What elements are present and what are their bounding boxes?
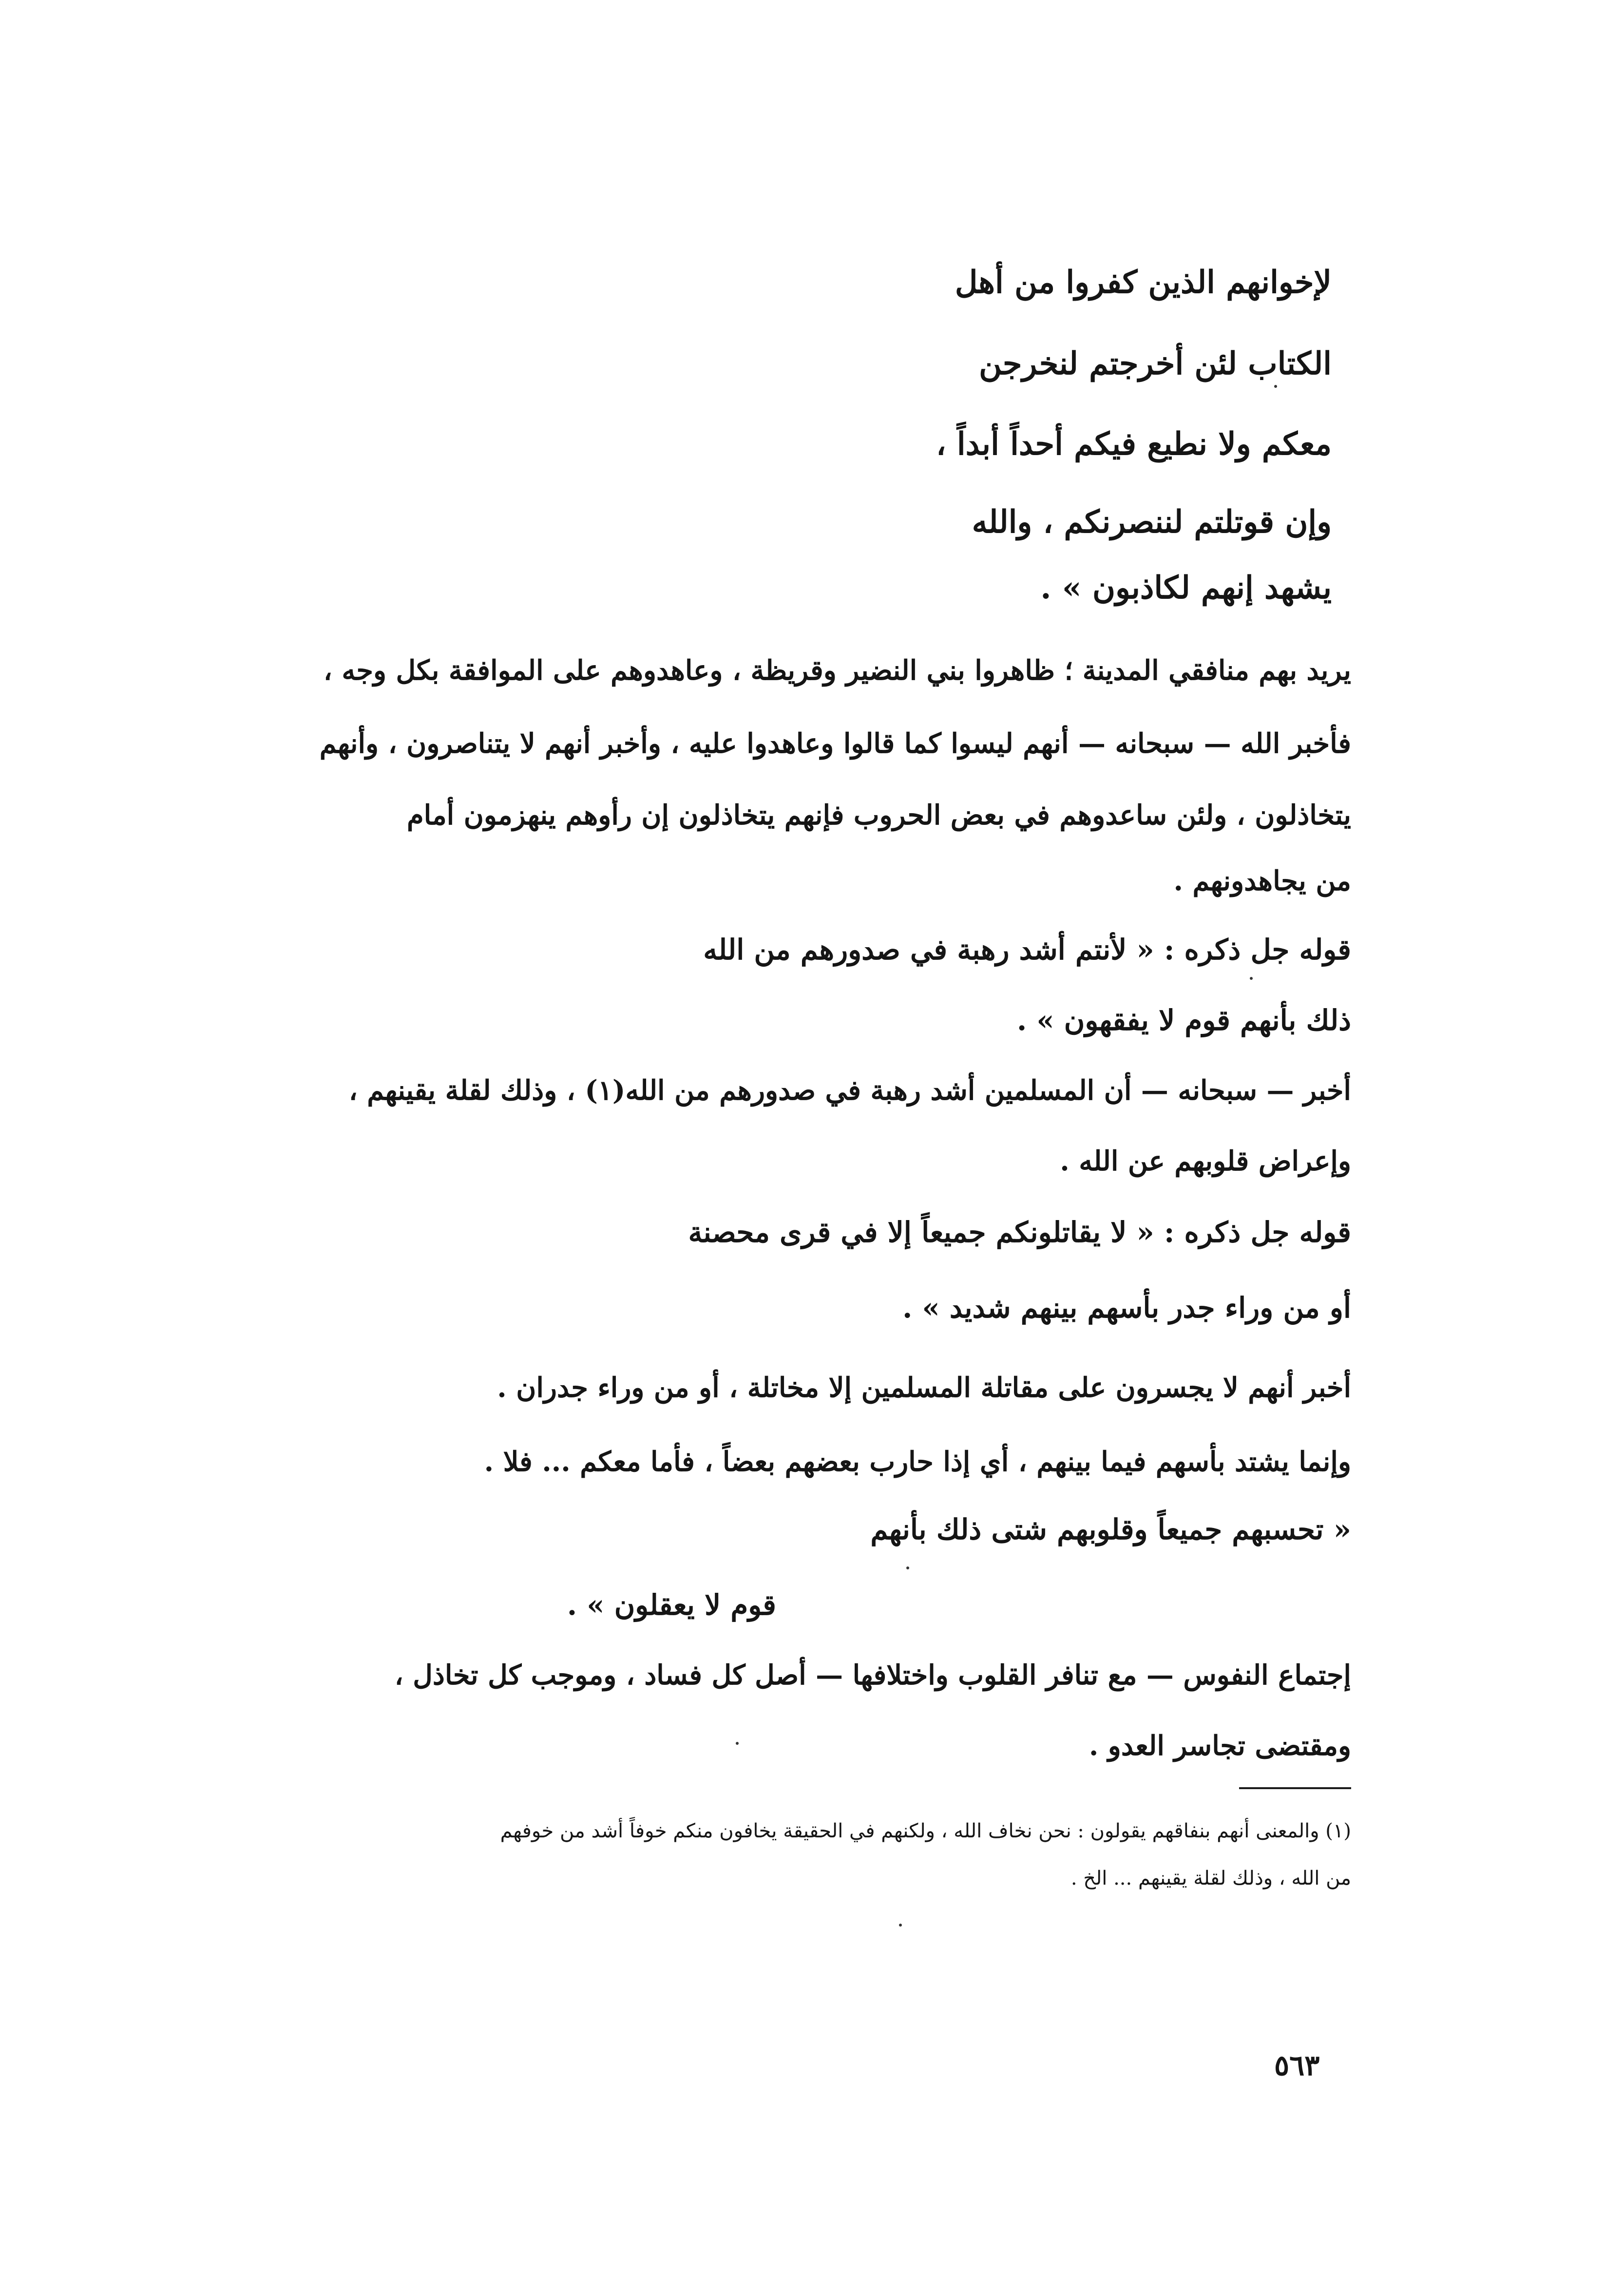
quote-line: قوم لا يعقلون » . (567, 1588, 776, 1622)
scan-speck (736, 1742, 739, 1745)
scan-speck (1274, 385, 1277, 388)
verse-line: يشهد إنهم لكاذبون » . (1040, 570, 1332, 606)
paragraph-line: من يجاهدونهم . (1173, 865, 1351, 897)
paragraph-line: وإنما يشتد بأسهم فيما بينهم ، أي إذا حارب بعضهم بعضاً ، فأما معكم ... فلا . (484, 1446, 1351, 1478)
paragraph-line: يتخاذلون ، ولئن ساعدوهم في بعض الحروب فإنهم يتخاذلون إن رأوهم ينهزمون أمام (406, 799, 1351, 831)
scan-speck (1250, 977, 1253, 980)
footnote-line: (١) والمعنى أنهم بنفاقهم يقولون : نحن نخاف الله ، ولكنهم في الحقيقة يخافون منكم خوفاً أشد من خوفهم (500, 1820, 1351, 1842)
scan-speck (899, 1924, 902, 1927)
paragraph-line: فأخبر الله — سبحانه — أنهم ليسوا كما قالوا وعاهدوا عليه ، وأخبر أنهم لا يتناصرون ، وأنهم (319, 727, 1351, 760)
page-number: ٥٦٣ (1274, 2049, 1320, 2082)
paragraph-line: إجتماع النفوس — مع تنافر القلوب واختلافها — أصل كل فساد ، وموجب كل تخاذل ، (394, 1659, 1351, 1691)
quote-line: أو من وراء جدر بأسهم بينهم شديد » . (902, 1291, 1351, 1324)
paragraph-line: ومقتضى تجاسر العدو . (1089, 1730, 1351, 1762)
verse-line: وإن قوتلتم لننصرنكم ، والله (972, 504, 1332, 540)
quote-line: ذلك بأنهم قوم لا يفقهون » . (1016, 1004, 1351, 1037)
quote-line: قوله جل ذكره : « لا يقاتلونكم جميعاً إلا في قرى محصنة (688, 1216, 1351, 1249)
verse-line: الكتاب لئن أخرجتم لنخرجن (979, 345, 1332, 382)
scan-speck (906, 1566, 909, 1569)
paragraph-line: أخبر أنهم لا يجسرون على مقاتلة المسلمين إلا مخاتلة ، أو من وراء جدران . (497, 1372, 1351, 1404)
quote-line: « تحسبهم جميعاً وقلوبهم شتى ذلك بأنهم (870, 1513, 1351, 1546)
paragraph-line: يريد بهم منافقي المدينة ؛ ظاهروا بني النضير وقريظة ، وعاهدوهم على الموافقة بكل وجه ، (323, 654, 1351, 687)
footnote-separator (1239, 1787, 1351, 1789)
verse-line: معكم ولا نطيع فيكم أحداً أبداً ، (936, 426, 1332, 462)
quote-line: قوله جل ذكره : « لأنتم أشد رهبة في صدورهم من الله (703, 933, 1351, 966)
paragraph-line: وإعراض قلوبهم عن الله . (1060, 1145, 1351, 1177)
paragraph-line: أخبر — سبحانه — أن المسلمين أشد رهبة في صدورهم من الله(١) ، وذلك لقلة يقينهم ، (348, 1074, 1351, 1107)
verse-line: لإخوانهم الذين كفروا من أهل (955, 264, 1332, 301)
footnote-line: من الله ، وذلك لقلة يقينهم ... الخ . (1070, 1867, 1351, 1890)
